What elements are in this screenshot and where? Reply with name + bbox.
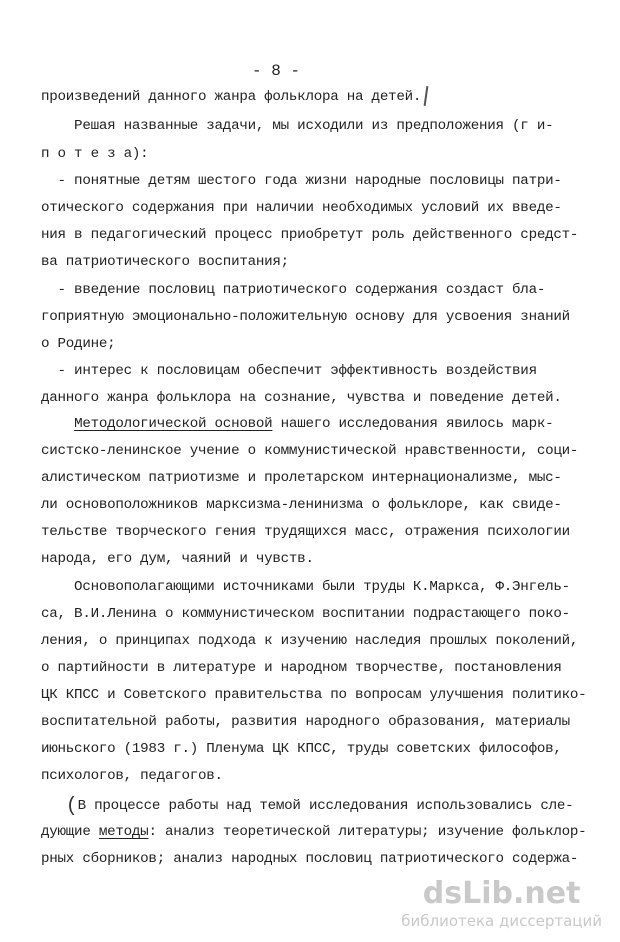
text-line: ва патриотического воспитания;	[41, 254, 289, 270]
text-line: отического содержания при наличии необходимых условий их введе-	[41, 200, 562, 216]
text-line: Основополагающими источниками были труды К.Маркса, Ф.Энгель-	[41, 579, 570, 595]
methodology-line	[41, 415, 553, 433]
methods-intro-line	[41, 795, 574, 818]
text-line: рных сборников; анализ народных пословиц патриотического содержа-	[41, 851, 579, 867]
handwritten-paren: (	[65, 795, 78, 818]
text-line: п о т е з а):	[41, 146, 149, 162]
text-line: ния в педагогический процесс приобретут роль действенного средст-	[41, 227, 579, 243]
watermark-logo: dsLib.net	[422, 876, 581, 911]
text-line: систско-ленинское учение о коммунистической нравственности, соци-	[41, 443, 579, 459]
text-line: о Родине;	[41, 336, 116, 352]
text-line: ли основоположников марксизма-ленинизма о фольклоре, как свиде-	[41, 497, 562, 513]
watermark	[401, 878, 602, 930]
text-line: ЦК КПСС и Советского правительства по вопросам улучшения политико-	[41, 687, 587, 703]
text-line: тельстве творческого гения трудящихся масс, отражения психологии	[41, 524, 570, 540]
text-line: са, В.И.Ленина о коммунистическом воспитании подрастающего поко-	[41, 606, 570, 622]
margin-mark	[424, 86, 429, 106]
text-line: алистическом патриотизме и пролетарском интернационализме, мыс-	[41, 470, 562, 486]
methods-intro-text: В процессе работы над темой исследования использовались сле-	[77, 798, 574, 814]
text-line: ления, о принципах подхода к изучению наследия прошлых поколений,	[41, 633, 579, 649]
text-line: о партийности в литературе и народном творчестве, постановления	[41, 660, 562, 676]
text-line: - понятные детям шестого года жизни народные пословицы патри-	[41, 173, 562, 189]
text-line: данного жанра фольклора на сознание, чувства и поведение детей.	[41, 390, 562, 406]
text-line: Решая названные задачи, мы исходили из предположения (г и-	[41, 118, 554, 134]
indent	[41, 416, 74, 432]
methodology-rest: нашего исследования явилось марк-	[272, 416, 554, 432]
methods-underlined: методы	[98, 824, 149, 840]
text-line: - интерес к пословицам обеспечит эффективность воздействия	[41, 363, 537, 379]
page-number: - 8 -	[252, 62, 301, 80]
methods-prefix: дующие	[41, 824, 99, 840]
text-line: народа, его дум, чаяний и чувств.	[41, 551, 314, 567]
text-line: июньского (1983 г.) Пленума ЦК КПСС, труды советских философов,	[41, 741, 562, 757]
methods-rest: : анализ теоретической литературы; изучение фольклор-	[148, 824, 587, 840]
indent	[41, 798, 66, 814]
text-line: произведений данного жанра фольклора на детей.	[41, 89, 422, 105]
text-line: психологов, педагогов.	[41, 768, 223, 784]
methods-line	[41, 823, 586, 841]
text-line: гоприятную эмоционально-положительную основу для усвоения знаний	[41, 309, 570, 325]
text-line: - введение пословиц патриотического содержания создаст бла-	[41, 282, 546, 298]
text-line: воспитательной работы, развития народного образования, материалы	[41, 714, 570, 730]
methodology-underlined: Методологической основой	[74, 416, 273, 432]
watermark-subtitle: библиотека диссертаций	[401, 912, 602, 930]
